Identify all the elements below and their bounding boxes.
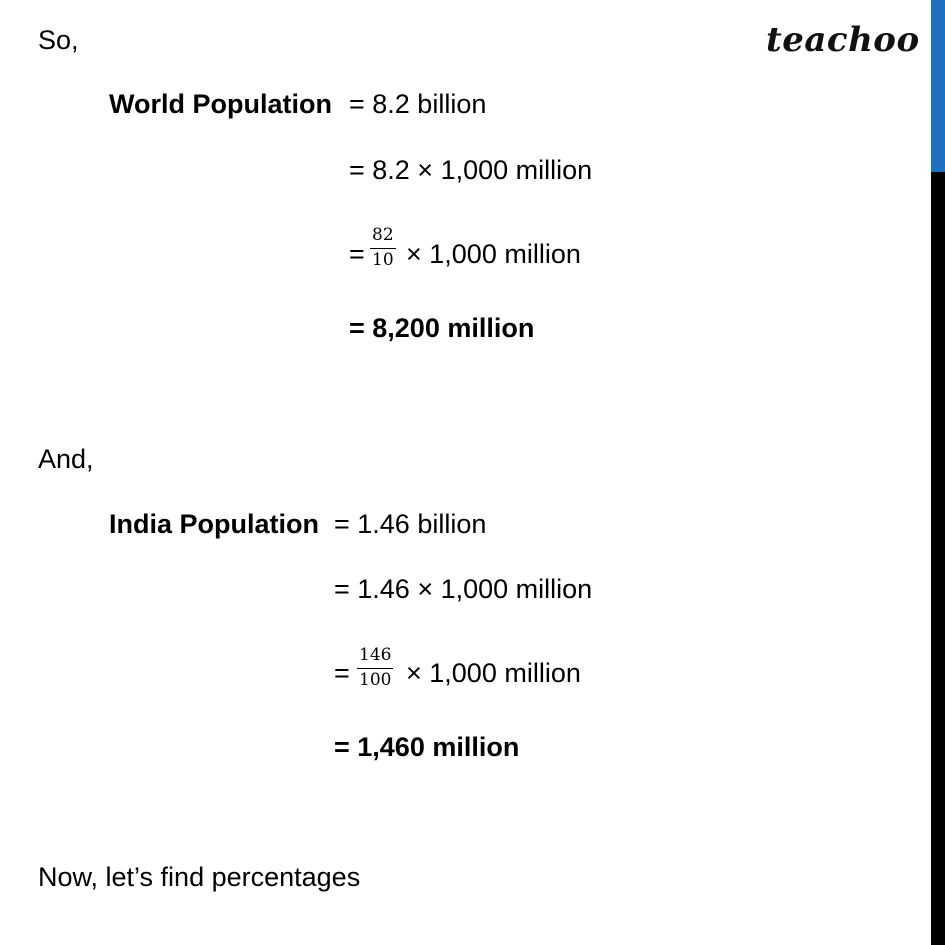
teachoo-logo: teachoo (766, 20, 920, 60)
world-line-2: = 8.2 × 1,000 million (349, 155, 593, 185)
intro-text: So, (38, 25, 79, 55)
world-eq-sign: = (349, 239, 365, 269)
india-after-fraction: × 1,000 million (406, 658, 581, 688)
india-result: = 1,460 million (334, 732, 520, 762)
world-fraction-numerator: 82 (372, 225, 394, 245)
world-result: = 8,200 million (349, 313, 535, 343)
world-after-fraction: × 1,000 million (406, 239, 581, 269)
sidebar-accent-bar (931, 0, 945, 172)
india-line-1: = 1.46 billion (334, 509, 487, 539)
world-fraction-denominator: 10 (372, 250, 394, 270)
india-eq-sign: = (334, 658, 350, 688)
india-line-2: = 1.46 × 1,000 million (334, 574, 593, 604)
india-population-label: India Population (109, 509, 319, 539)
and-text: And, (38, 444, 94, 474)
india-fraction (357, 647, 393, 689)
india-fraction-denominator: 100 (359, 670, 392, 690)
world-fraction (370, 227, 396, 269)
outro-text: Now, let’s find percentages (38, 862, 361, 892)
world-line-1: = 8.2 billion (349, 89, 487, 119)
world-population-label: World Population (109, 89, 332, 119)
india-fraction-numerator: 146 (359, 645, 392, 665)
